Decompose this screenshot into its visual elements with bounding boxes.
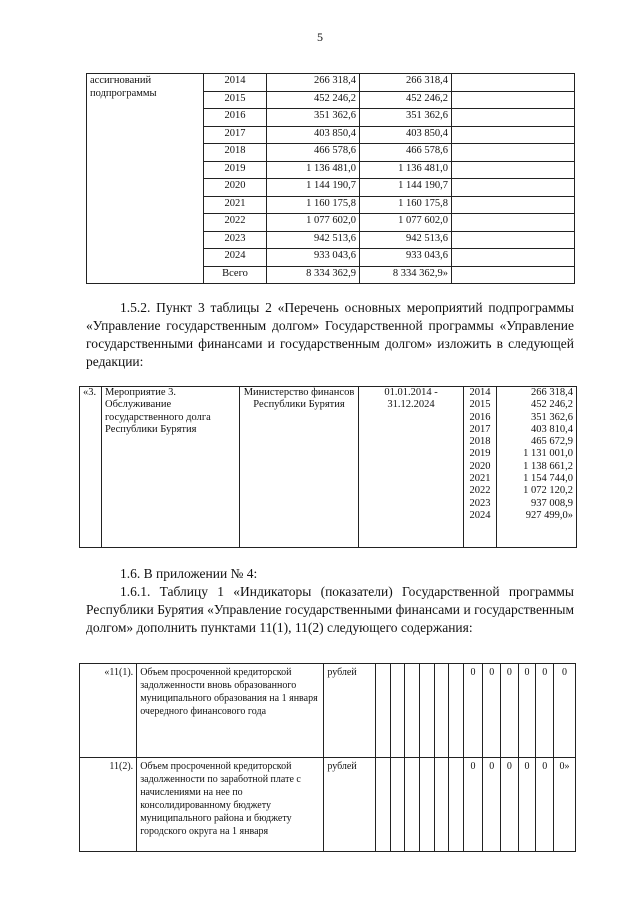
event-year: 2018 xyxy=(469,436,491,448)
event-row xyxy=(80,387,577,548)
indicator-value: 0 xyxy=(501,758,519,852)
allocation-empty-cell xyxy=(452,126,575,144)
indicator-row xyxy=(80,664,576,758)
event-value: 452 246,2 xyxy=(531,399,573,411)
indicator-name: Объем просроченной кредиторской задолженности вновь образованного муниципального образования на 1 января очередного финансового года xyxy=(137,664,324,758)
allocation-value-total: 466 578,6 xyxy=(267,144,360,162)
event-year: 2019 xyxy=(469,448,491,460)
event-values xyxy=(497,387,577,548)
indicator-empty-cell xyxy=(376,664,391,758)
allocation-year: 2014 xyxy=(204,74,267,92)
indicator-value: 0 xyxy=(483,664,501,758)
allocation-value-total: 933 043,6 xyxy=(267,249,360,267)
event-year: 2014 xyxy=(469,387,491,398)
allocation-empty-cell xyxy=(452,266,575,284)
event-year: 2017 xyxy=(469,423,491,435)
allocation-year: 2023 xyxy=(204,231,267,249)
allocation-value-budget: 1 160 175,8 xyxy=(360,196,452,214)
indicator-value: 0» xyxy=(554,758,576,852)
events-table xyxy=(79,386,577,548)
event-year: 2022 xyxy=(469,485,491,497)
indicator-empty-cell xyxy=(419,758,434,852)
allocation-year: 2018 xyxy=(204,144,267,162)
indicator-row xyxy=(80,758,576,852)
paragraph-1-6-1: 1.6.1. Таблицу 1 «Индикаторы (показатели) Государственной программы Республики Бурятия «Управление государственными финансами и государственным долгом» дополнить пунктами 11(1), 11(2) следующего содержания: xyxy=(86,584,574,635)
event-year: 2023 xyxy=(469,497,491,509)
event-year: 2015 xyxy=(469,399,491,411)
indicator-empty-cell xyxy=(449,758,464,852)
allocation-year: 2022 xyxy=(204,214,267,232)
indicator-unit: рублей xyxy=(324,664,376,758)
indicator-value: 0 xyxy=(501,664,519,758)
paragraph-1-5-2: 1.5.2. Пункт 3 таблицы 2 «Перечень основных мероприятий подпрограммы «Управление государственным долгом» Государственной программы «Управление государственными финансами и государственным долгом» изложить в следующей редакции: xyxy=(86,300,574,369)
allocation-value-budget: 942 513,6 xyxy=(360,231,452,249)
indicator-empty-cell xyxy=(449,664,464,758)
allocation-empty-cell xyxy=(452,161,575,179)
indicator-empty-cell xyxy=(390,758,405,852)
event-year: 2016 xyxy=(469,411,491,423)
allocation-year: 2021 xyxy=(204,196,267,214)
allocation-label: ассигнований подпрограммы xyxy=(87,74,204,284)
allocation-year: Всего xyxy=(204,266,267,284)
indicator-value: 0 xyxy=(536,758,554,852)
event-value: 1 131 001,0 xyxy=(523,448,573,460)
allocation-value-budget: 8 334 362,9» xyxy=(360,266,452,284)
event-name: Мероприятие 3. Обслуживание государственного долга Республики Бурятия xyxy=(102,387,240,548)
allocation-value-total: 1 144 190,7 xyxy=(267,179,360,197)
allocation-value-budget: 1 136 481,0 xyxy=(360,161,452,179)
indicator-value: 0 xyxy=(518,758,536,852)
event-value: 351 362,6 xyxy=(531,411,573,423)
event-value: 1 154 744,0 xyxy=(523,473,573,485)
indicator-value: 0 xyxy=(483,758,501,852)
allocation-empty-cell xyxy=(452,249,575,267)
event-year: 2021 xyxy=(469,473,491,485)
allocation-empty-cell xyxy=(452,179,575,197)
event-value: 937 008,9 xyxy=(531,497,573,509)
allocation-value-budget: 403 850,4 xyxy=(360,126,452,144)
allocation-value-budget: 452 246,2 xyxy=(360,91,452,109)
indicator-value: 0 xyxy=(463,758,483,852)
page-number: 5 xyxy=(317,30,323,44)
indicators-table xyxy=(79,663,576,852)
event-value: 927 499,0» xyxy=(525,509,573,521)
allocation-empty-cell xyxy=(452,144,575,162)
indicator-empty-cell xyxy=(405,758,420,852)
event-years xyxy=(464,387,497,548)
event-period: 01.01.2014 - 31.12.2024 xyxy=(359,387,464,548)
event-year: 2020 xyxy=(469,460,491,472)
allocation-value-total: 1 077 602,0 xyxy=(267,214,360,232)
indicator-number: «11(1). xyxy=(80,664,137,758)
indicator-empty-cell xyxy=(419,664,434,758)
event-value: 403 810,4 xyxy=(531,423,573,435)
allocations-table xyxy=(86,73,575,284)
allocation-empty-cell xyxy=(452,74,575,92)
indicator-empty-cell xyxy=(434,664,449,758)
allocation-value-budget: 1 077 602,0 xyxy=(360,214,452,232)
allocation-value-total: 1 160 175,8 xyxy=(267,196,360,214)
allocation-empty-cell xyxy=(452,196,575,214)
indicator-empty-cell xyxy=(434,758,449,852)
allocation-value-budget: 351 362,6 xyxy=(360,109,452,127)
indicator-empty-cell xyxy=(390,664,405,758)
event-value: 1 072 120,2 xyxy=(523,485,573,497)
indicator-value: 0 xyxy=(463,664,483,758)
indicator-name: Объем просроченной кредиторской задолженности по заработной плате с начислениями на нее по консолидированному бюджету муниципального района и бюджету городского округа на 1 января xyxy=(137,758,324,852)
indicator-value: 0 xyxy=(554,664,576,758)
allocation-value-total: 8 334 362,9 xyxy=(267,266,360,284)
indicator-unit: рублей xyxy=(324,758,376,852)
event-value: 266 318,4 xyxy=(531,387,573,398)
allocation-empty-cell xyxy=(452,91,575,109)
allocation-year: 2017 xyxy=(204,126,267,144)
indicator-number: 11(2). xyxy=(80,758,137,852)
allocation-year: 2024 xyxy=(204,249,267,267)
allocation-year: 2020 xyxy=(204,179,267,197)
allocation-value-total: 351 362,6 xyxy=(267,109,360,127)
indicator-value: 0 xyxy=(518,664,536,758)
event-executor: Министерство финансов Республики Бурятия xyxy=(240,387,359,548)
allocation-value-total: 266 318,4 xyxy=(267,74,360,92)
allocation-year: 2016 xyxy=(204,109,267,127)
allocation-value-total: 452 246,2 xyxy=(267,91,360,109)
indicator-empty-cell xyxy=(405,664,420,758)
event-value: 1 138 661,2 xyxy=(523,460,573,472)
allocation-empty-cell xyxy=(452,231,575,249)
allocation-value-total: 1 136 481,0 xyxy=(267,161,360,179)
allocation-year: 2019 xyxy=(204,161,267,179)
event-value: 465 672,9 xyxy=(531,436,573,448)
allocation-value-total: 942 513,6 xyxy=(267,231,360,249)
allocation-value-budget: 466 578,6 xyxy=(360,144,452,162)
event-year: 2024 xyxy=(469,509,491,521)
allocation-row xyxy=(87,74,575,92)
indicator-empty-cell xyxy=(376,758,391,852)
paragraph-1-6: 1.6. В приложении № 4: xyxy=(120,566,258,581)
allocation-value-budget: 933 043,6 xyxy=(360,249,452,267)
allocation-value-budget: 1 144 190,7 xyxy=(360,179,452,197)
indicator-value: 0 xyxy=(536,664,554,758)
allocation-year: 2015 xyxy=(204,91,267,109)
event-number: «3. xyxy=(80,387,102,548)
allocation-empty-cell xyxy=(452,109,575,127)
allocation-value-budget: 266 318,4 xyxy=(360,74,452,92)
allocation-value-total: 403 850,4 xyxy=(267,126,360,144)
allocation-empty-cell xyxy=(452,214,575,232)
